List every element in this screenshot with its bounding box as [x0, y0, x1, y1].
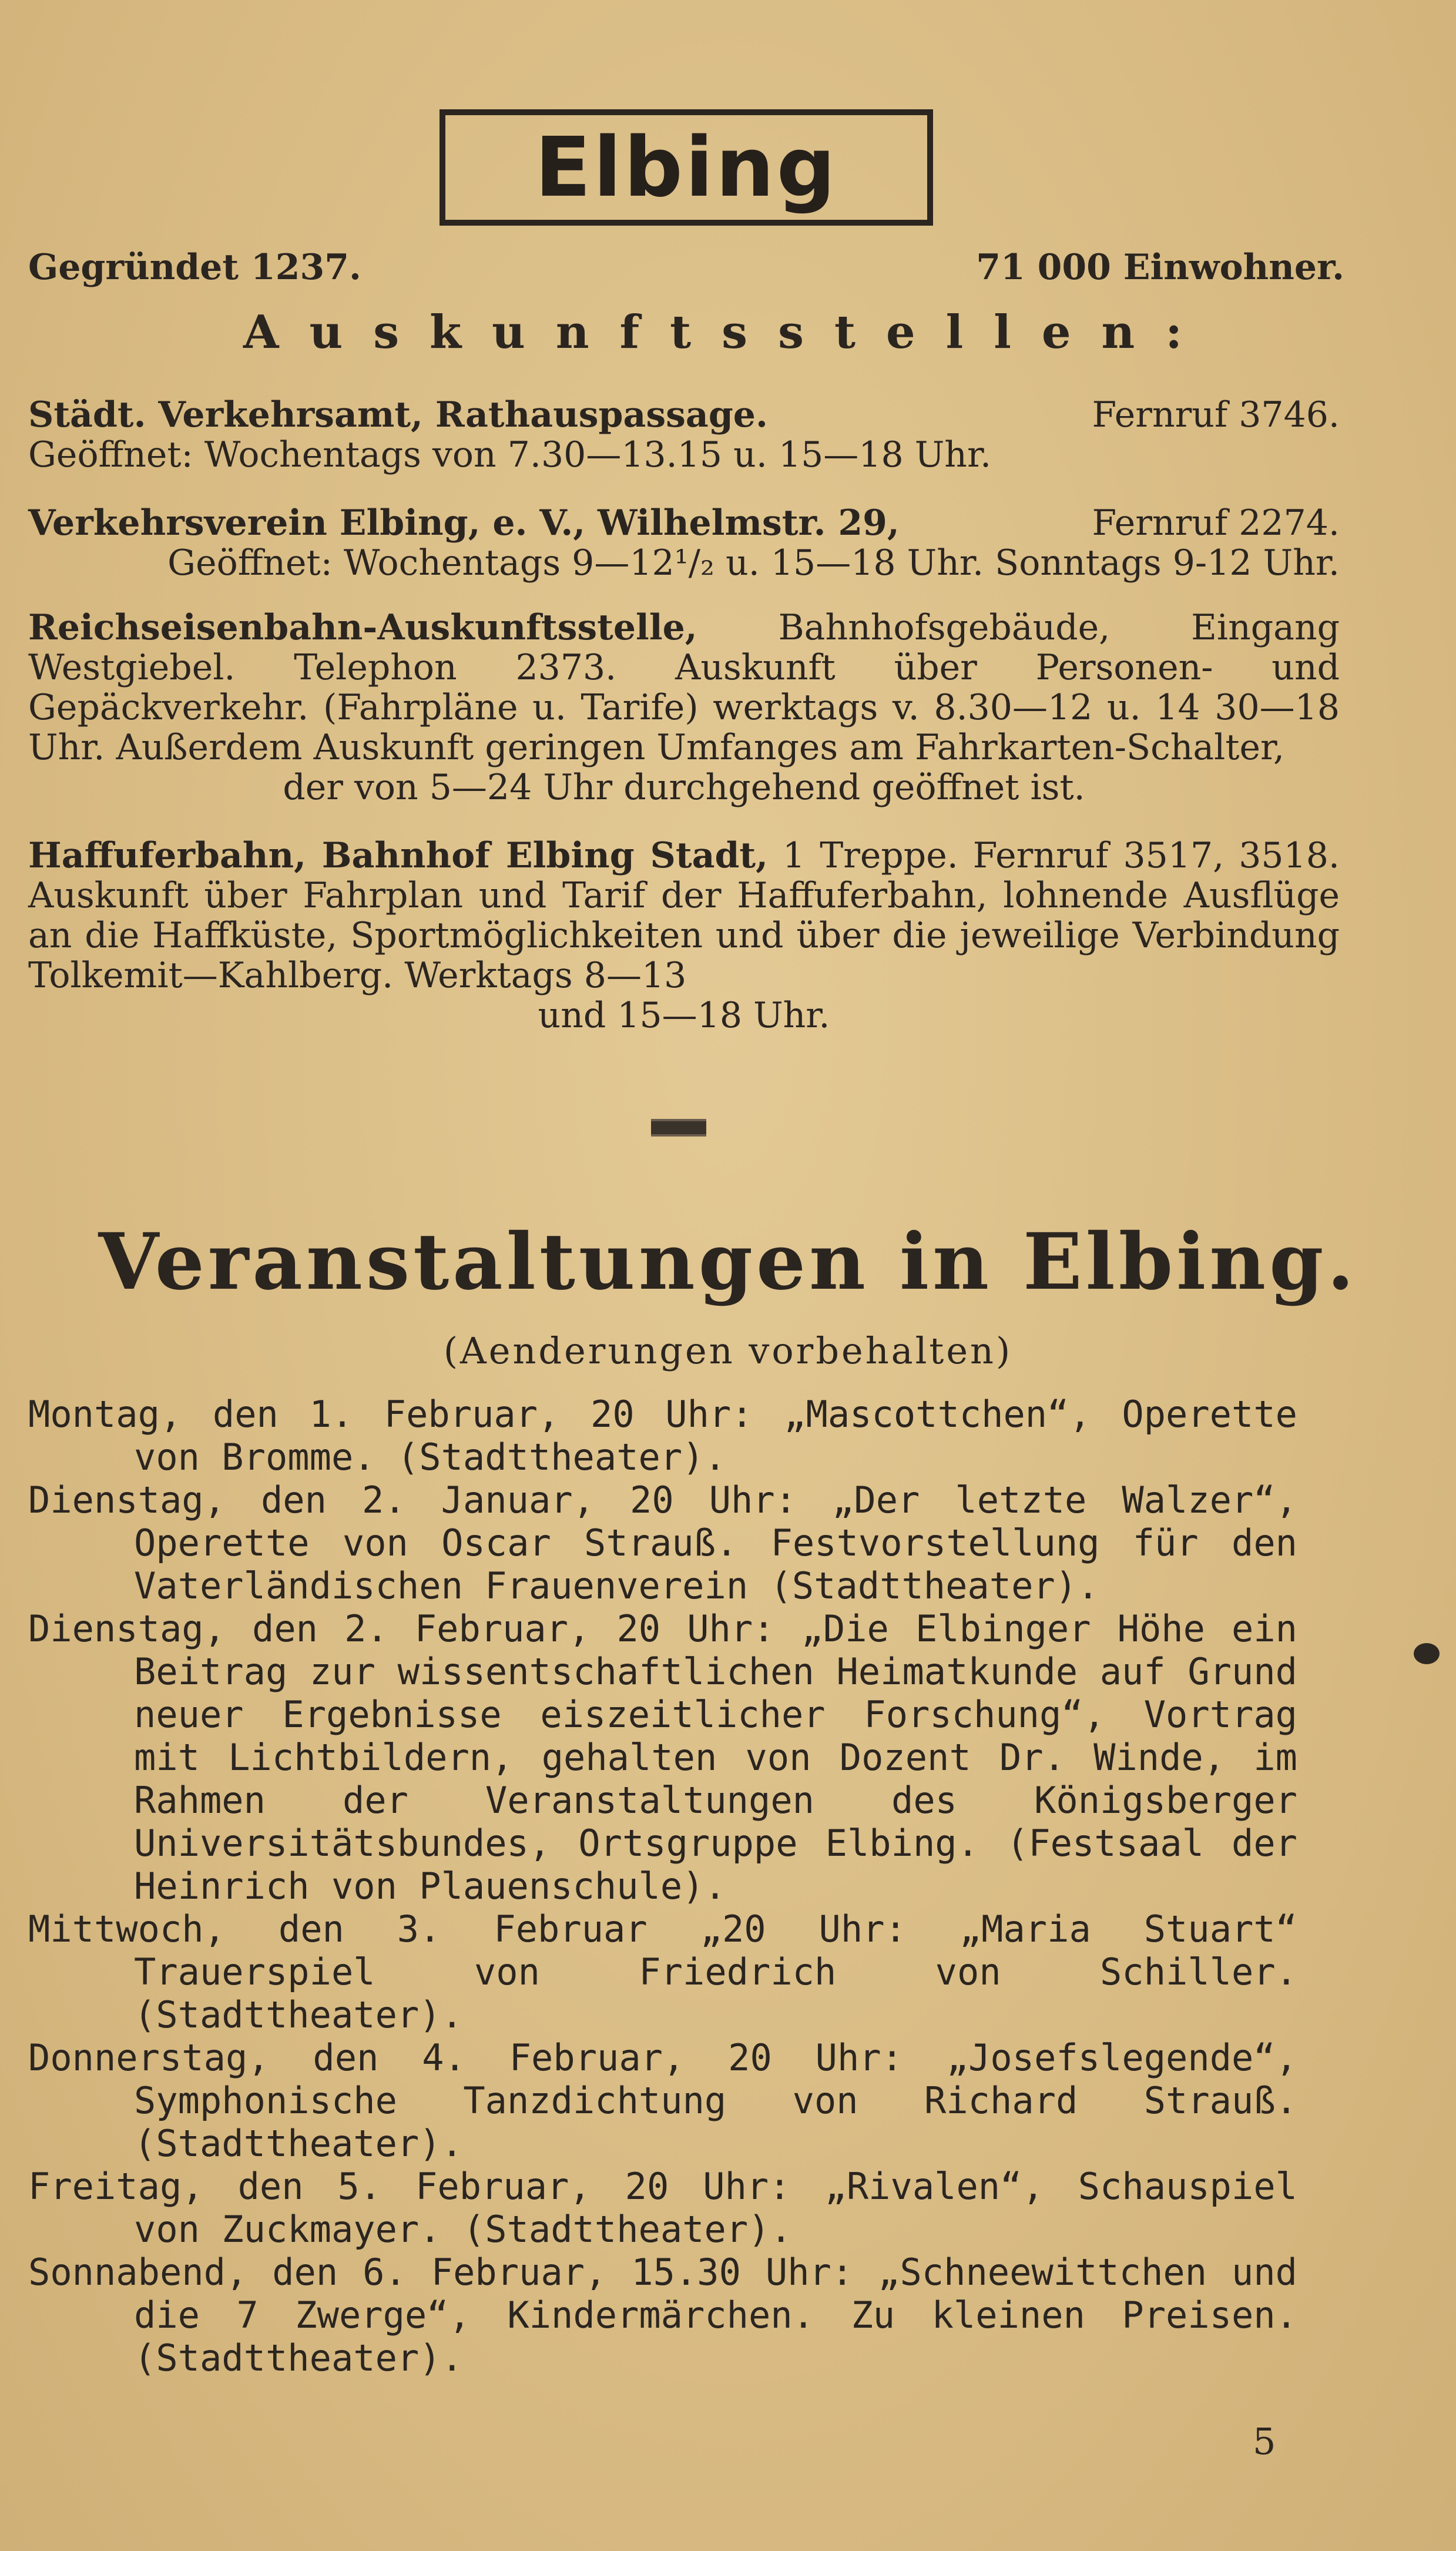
info-entry-verkehrsamt: [28, 395, 1340, 475]
founded-text: Gegründet 1237.: [28, 247, 361, 288]
info-entry-name: Verkehrsverein Elbing, e. V., Wilhelmstr. 29,: [28, 502, 900, 544]
info-entry-text: 1 Treppe. Fernruf 3517, 3518. Auskunft über Fahrplan und Tarif der Haffuferbahn, lohnende Ausflüge an die Haffküste, Sportmöglichkeiten und über die jeweilige Verbindung Tolkemit—Kahlberg. Werktags 8—13: [28, 835, 1340, 996]
info-entry-hours: Geöffnet: Wochentags 9—12¹/₂ u. 15—18 Uhr. Sonntags 9-12 Uhr.: [167, 542, 1340, 584]
info-entry-phone: Fernruf 2274.: [1092, 502, 1340, 544]
event-item: Dienstag, den 2. Januar, 20 Uhr: „Der letzte Walzer“, Operette von Oscar Strauß. Festvorstellung für den Vaterländischen Frauenverein (Stadttheater).: [28, 1479, 1297, 1607]
page-number: 5: [1253, 2420, 1276, 2463]
info-entry-hours: Geöffnet: Wochentags von 7.30—13.15 u. 15—18 Uhr.: [28, 434, 992, 475]
info-entry-text: Bahnhofsgebäude, Eingang Westgiebel. Telephon 2373. Auskunft über Personen- und Gepäckverkehr. (Fahrpläne u. Tarife) werktags v. 8.30—12 u. 14 30—18 Uhr. Außerdem Auskunft geringen Umfanges am Fahrkarten-Schalter,: [28, 607, 1340, 768]
events-heading: Veranstaltungen in Elbing.: [98, 1216, 1358, 1308]
title-box: [440, 109, 933, 226]
info-heading: Auskunftsstellen:: [243, 306, 1213, 359]
info-entry-reichseisenbahn: [28, 608, 1340, 807]
event-item: Donnerstag, den 4. Februar, 20 Uhr: „Josefslegende“, Symphonische Tanzdichtung von Richard Strauß. (Stadttheater).: [28, 2036, 1297, 2165]
info-entry-haffuferbahn: [28, 836, 1340, 1035]
event-item: Montag, den 1. Februar, 20 Uhr: „Mascottchen“, Operette von Bromme. (Stadttheater).: [28, 1393, 1297, 1479]
info-entry-name: Städt. Verkehrsamt, Rathauspassage.: [28, 394, 768, 435]
info-entry-name: Haffuferbahn, Bahnhof Elbing Stadt,: [28, 835, 769, 876]
info-entry-last-line: der von 5—24 Uhr durchgehend geöffnet ist.: [283, 767, 1085, 808]
page-title: Elbing: [535, 119, 838, 216]
info-entry-name: Reichseisenbahn-Auskunftsstelle,: [28, 607, 697, 648]
info-entry-verkehrsverein: [28, 503, 1340, 583]
event-item: Freitag, den 5. Februar, 20 Uhr: „Rivalen“, Schauspiel von Zuckmayer. (Stadttheater).: [28, 2165, 1297, 2251]
event-item: Dienstag, den 2. Februar, 20 Uhr: „Die Elbinger Höhe ein Beitrag zur wissentschaftlichen Heimatkunde auf Grund neuer Ergebnisse eiszeitlicher Forschung“, Vortrag mit Lichtbildern, gehalten von Dozent Dr. Winde, im Rahmen der Veranstaltungen des Königsberger Universitätsbundes, Ortsgruppe Elbing. (Festsaal der Heinrich von Plauenschule).: [28, 1607, 1297, 1908]
events-list: [28, 1393, 1297, 2379]
event-item: Mittwoch, den 3. Februar „20 Uhr: „Maria Stuart“ Trauerspiel von Friedrich von Schiller. (Stadttheater).: [28, 1908, 1297, 2036]
ink-spot: [1414, 1643, 1440, 1664]
info-entry-last-line: und 15—18 Uhr.: [538, 995, 830, 1036]
event-item: Sonnabend, den 6. Februar, 15.30 Uhr: „Schneewittchen und die 7 Zwerge“, Kindermärchen. Zu kleinen Preisen. (Stadttheater).: [28, 2251, 1297, 2379]
events-subheading: (Aenderungen vorbehalten): [443, 1329, 1013, 1372]
divider-ornament: [651, 1119, 706, 1137]
info-entry-phone: Fernruf 3746.: [1092, 394, 1340, 435]
population-text: 71 000 Einwohner.: [976, 247, 1344, 288]
